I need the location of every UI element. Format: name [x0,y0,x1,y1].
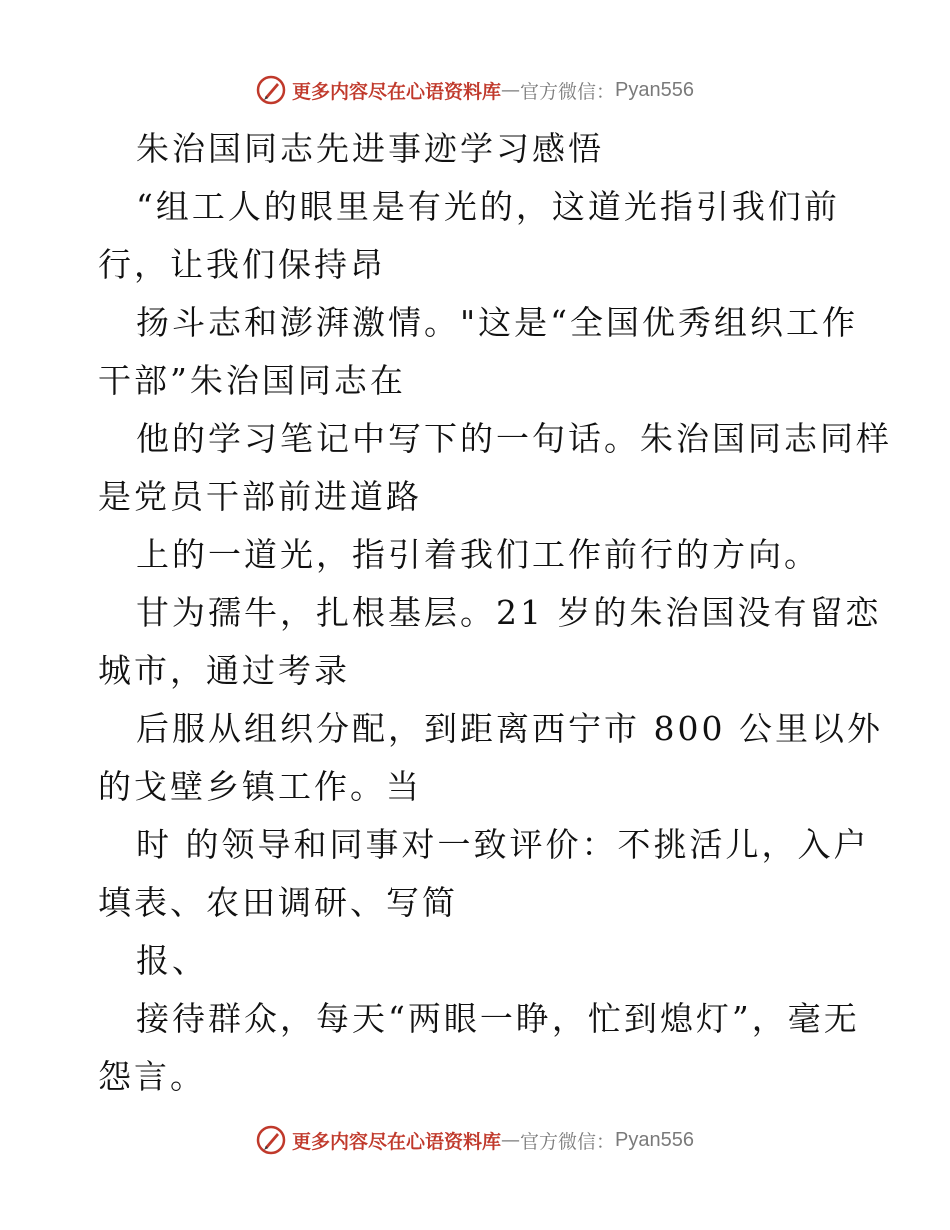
footer-dash: — [501,1129,521,1151]
header-wechat-id: Pyan556 [615,78,694,101]
quill-pen-logo-icon [256,1125,286,1155]
text-line: 甘为孺牛，扎根基层。21 岁的朱治国没有留恋 [136,593,882,632]
text-line: 扬斗志和澎湃激情。"这是“全国优秀组织工作 [136,303,859,342]
header-dash: — [501,79,521,101]
header-wechat-label: 官方微信： [520,80,616,103]
text-line: 他的学习笔记中写下的一句话。朱治国同志同样 [136,419,892,458]
text-line: 的戈壁乡镇工作。当 [98,767,422,806]
text-line: 城市，通过考录 [98,651,350,690]
text-line: 上的一道光，指引着我们工作前行的方向。 [136,535,820,574]
text-line: 后服从组织分配，到距离西宁市 800 公里以外 [136,709,883,748]
footer-wechat-label: 官方微信： [520,1130,616,1153]
footer-site-name: 更多内容尽在心语资料库 [292,1130,502,1153]
footer-wechat-id: Pyan556 [615,1128,694,1151]
document-body [98,120,892,1106]
text-line: 怨言。 [98,1057,206,1096]
quill-pen-logo-icon [256,75,286,105]
text-line: 接待群众，每天“两眼一睁，忙到熄灯”，毫无 [136,999,860,1038]
header-site-name: 更多内容尽在心语资料库 [292,80,502,103]
text-line: 报、 [136,941,208,980]
document-title: 朱治国同志先进事迹学习感悟 [136,129,604,168]
text-line: 行，让我们保持昂 [98,245,386,284]
text-line: 是党员干部前进道路 [98,477,422,516]
text-line: 时 的领导和同事对一致评价：不挑活儿，入户 [136,825,870,864]
text-line: 干部”朱治国同志在 [98,361,406,400]
text-line: “组工人的眼里是有光的，这道光指引我们前 [136,187,840,226]
footer-banner [0,1120,950,1160]
text-line: 填表、农田调研、写简 [98,883,458,922]
header-banner [0,70,950,110]
